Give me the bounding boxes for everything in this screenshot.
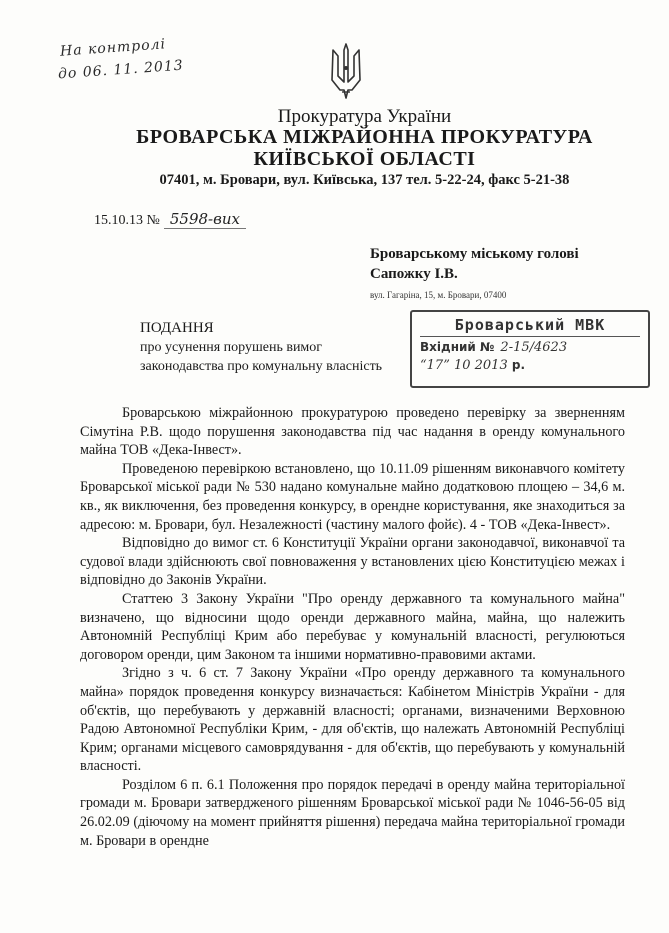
handwritten-note-line1: На контролі <box>59 36 167 60</box>
subject-line2: про усунення порушень вимог <box>140 340 323 355</box>
body-paragraph: Проведеною перевіркою встановлено, що 10.11.09 рішенням виконавчого комітету Броварської міської ради № 530 надано комунальне майно додатковою площею – 34,6 м. кв., як виключення, без проведення конкурсу, в орендне користування, яке знаходиться за адресою: м. Бровари, бул. Незалежності (частину малого фойє). 4 - ТОВ «Дека-Інвест». <box>80 460 625 533</box>
recipient-address: вул. Гагаріна, 15, м. Бровари, 07400 <box>370 290 507 300</box>
stamp-date: “17” 10 2013 <box>420 358 508 373</box>
trident-emblem-icon <box>326 42 366 100</box>
body-paragraph: Згідно з ч. 6 ст. 7 Закону України «Про оренду державного та комунального майна» порядок проведення конкурсу визначається: Кабінетом Міністрів України - для об'єктів, що перебувають у державній власності; органами, визначеними Верховною Радою Автономної Республіки Крим, - для об'єктів, що належать Автономній Республіці Крим; органами місцевого самоврядування - для об'єктів, що перебувають у комунальній власності. <box>80 665 625 775</box>
document-date: 15.10.13 № <box>94 213 160 228</box>
document-body <box>80 404 625 850</box>
body-paragraph: Відповідно до вимог ст. 6 Конституції України органи законодавчої, виконавчої та судової влади здійснюють свої повноваження у встановлених цією Конституцією межах і відповідно до Законів України. <box>80 535 625 589</box>
subject-title: ПОДАННЯ <box>140 320 214 336</box>
stamp-incoming-number: 2-15/4623 <box>500 340 568 355</box>
recipient-title: Броварському міському голові <box>370 246 579 262</box>
org-region: КИЇВСЬКОЇ ОБЛАСТІ <box>253 148 476 170</box>
stamp-date-suffix: р. <box>511 358 526 372</box>
body-paragraph: Броварською міжрайонною прокуратурою проведено перевірку за зверненням Сімутіна Р.В. щодо порушення законодавства під час надання в оренду комунального майна ТОВ «Дека-Інвест». <box>80 405 625 459</box>
stamp-incoming-line <box>420 340 640 355</box>
org-address: 07401, м. Бровари, вул. Київська, 137 тел. 5-22-24, факс 5-21-38 <box>159 172 570 188</box>
document-number <box>94 210 246 229</box>
body-paragraph: Розділом 6 п. 6.1 Положення про порядок передачі в оренду майна територіальної громади м. Бровари затвердженого рішенням Броварської міської ради № 1046-56-05 від 26.02.09 (діючому на момент прийняття рішення) передача майна територіальної громади м. Бровари в орендне <box>80 776 625 849</box>
body-paragraph: Статтею 3 Закону України "Про оренду державного та комунального майна" визначено, що відносини щодо оренди державного майна, майна, що належить Автономній Республіці Крим або перебуває у комунальній власності, регулюються договором оренди, цим Законом та іншими нормативно-правовими актами. <box>80 590 625 663</box>
document-number-handwritten: 5598-вих <box>164 210 246 229</box>
subject-line3: законодавства про комунальну власність <box>140 359 383 374</box>
org-parent-name: Прокуратура України <box>277 106 452 127</box>
recipient-name: Сапожку І.В. <box>370 266 458 282</box>
org-name: БРОВАРСЬКА МІЖРАЙОННА ПРОКУРАТУРА <box>136 126 593 148</box>
stamp-date-line <box>420 358 640 373</box>
stamp-incoming-label: Вхідний № <box>420 340 495 354</box>
stamp-title: Броварський МВК <box>420 316 640 337</box>
incoming-stamp <box>410 310 650 388</box>
handwritten-note-line2: до 06. 11. 2013 <box>57 57 185 83</box>
